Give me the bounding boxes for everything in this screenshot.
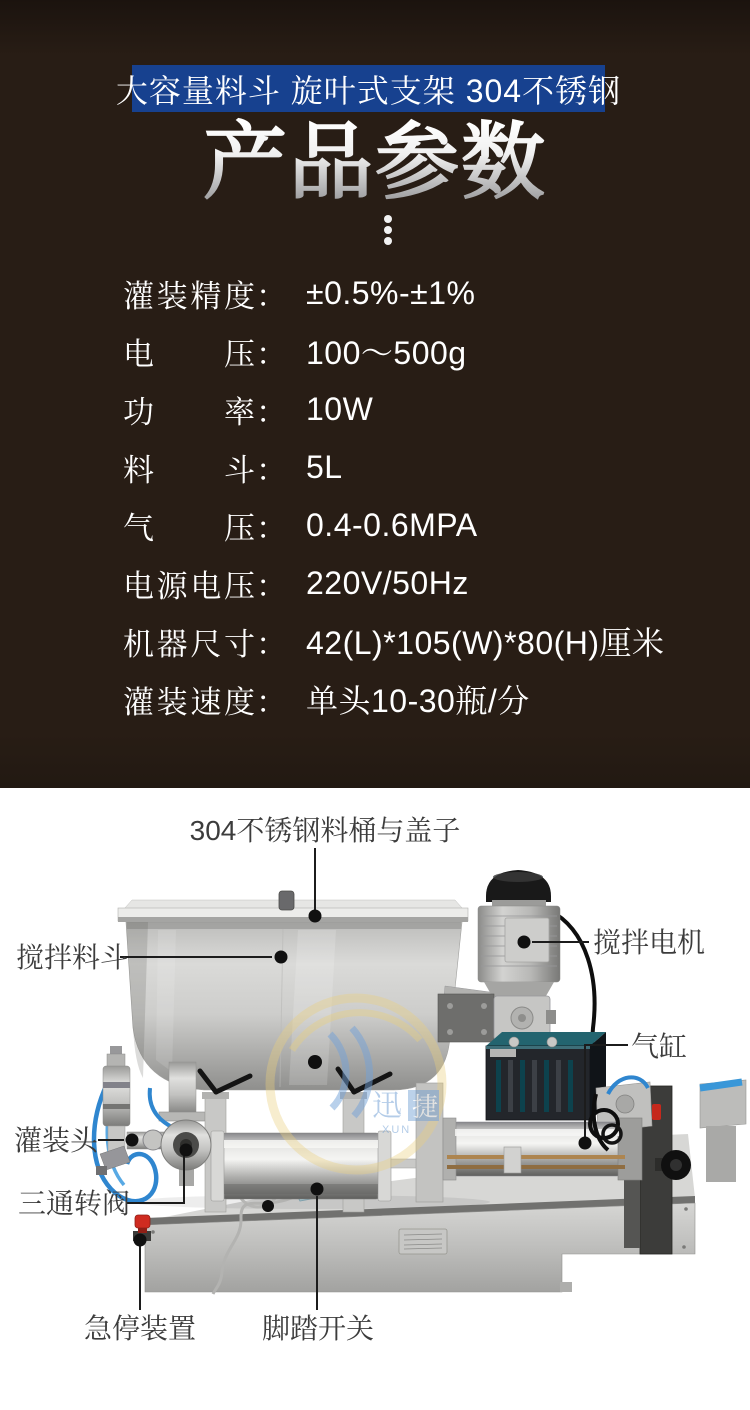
- callout-label-emergency-stop: 急停装置: [83, 1313, 197, 1344]
- hopper-outlet-column: [169, 1062, 196, 1116]
- callout-label-air-cylinder: 气缸: [631, 1031, 688, 1062]
- param-colon: ：: [256, 394, 287, 430]
- param-value: 单头10-30瓶/分: [306, 683, 530, 719]
- machine-diagram-section: [0, 788, 750, 1410]
- callout-label-filling-head: 灌装头: [14, 1125, 99, 1156]
- param-value: 100～500g: [306, 335, 467, 371]
- param-label: 灌装速度: [123, 684, 255, 720]
- callout-label-mixing-hopper: 搅拌料斗: [16, 942, 129, 973]
- param-label: 功率: [123, 394, 255, 430]
- title-dots-decoration: [384, 215, 392, 248]
- params-list: [123, 264, 723, 728]
- param-row: [123, 670, 723, 728]
- param-colon: ：: [256, 278, 287, 314]
- param-colon: ：: [256, 510, 287, 546]
- param-colon: ：: [256, 684, 287, 720]
- param-colon: ：: [256, 626, 287, 662]
- param-row: [123, 496, 723, 554]
- param-label: 气压: [123, 510, 255, 546]
- param-label: 电压: [123, 336, 255, 372]
- param-value: 220V/50Hz: [306, 564, 469, 601]
- param-row: [123, 322, 723, 380]
- watermark-char: 迅: [372, 1090, 402, 1123]
- param-row: [123, 380, 723, 438]
- feature-banner: 大容量料斗 旋叶式支架 304不锈钢: [132, 65, 605, 112]
- param-label: 机器尺寸: [123, 626, 255, 662]
- param-colon: ：: [256, 568, 287, 604]
- callout-label-mixing-motor: 搅拌电机: [593, 927, 706, 958]
- param-label: 灌装精度: [123, 278, 255, 314]
- param-value: ±0.5%-±1%: [306, 274, 476, 311]
- watermark-latin: XUN: [382, 1124, 412, 1136]
- param-value: 10W: [306, 390, 374, 427]
- callout-label-three-way-valve: 三通转阀: [18, 1188, 131, 1219]
- callout-label-foot-switch: 脚踏开关: [261, 1313, 375, 1344]
- page-title: 产品参数: [0, 114, 750, 210]
- param-row: [123, 438, 723, 496]
- param-colon: ：: [256, 452, 287, 488]
- param-row: [123, 612, 723, 670]
- param-colon: ：: [256, 336, 287, 372]
- param-value: 42(L)*105(W)*80(H)厘米: [306, 625, 665, 661]
- param-row: [123, 554, 723, 612]
- lid-knob: [279, 891, 294, 910]
- param-row: [123, 264, 723, 322]
- watermark-char: 捷: [412, 1092, 439, 1122]
- param-label: 料斗: [123, 452, 255, 488]
- callout-label-lid: 304不锈钢料桶与盖子: [189, 815, 461, 846]
- param-value: 0.4-0.6MPA: [306, 506, 478, 543]
- param-label: 电源电压: [123, 568, 255, 604]
- param-value: 5L: [306, 448, 343, 485]
